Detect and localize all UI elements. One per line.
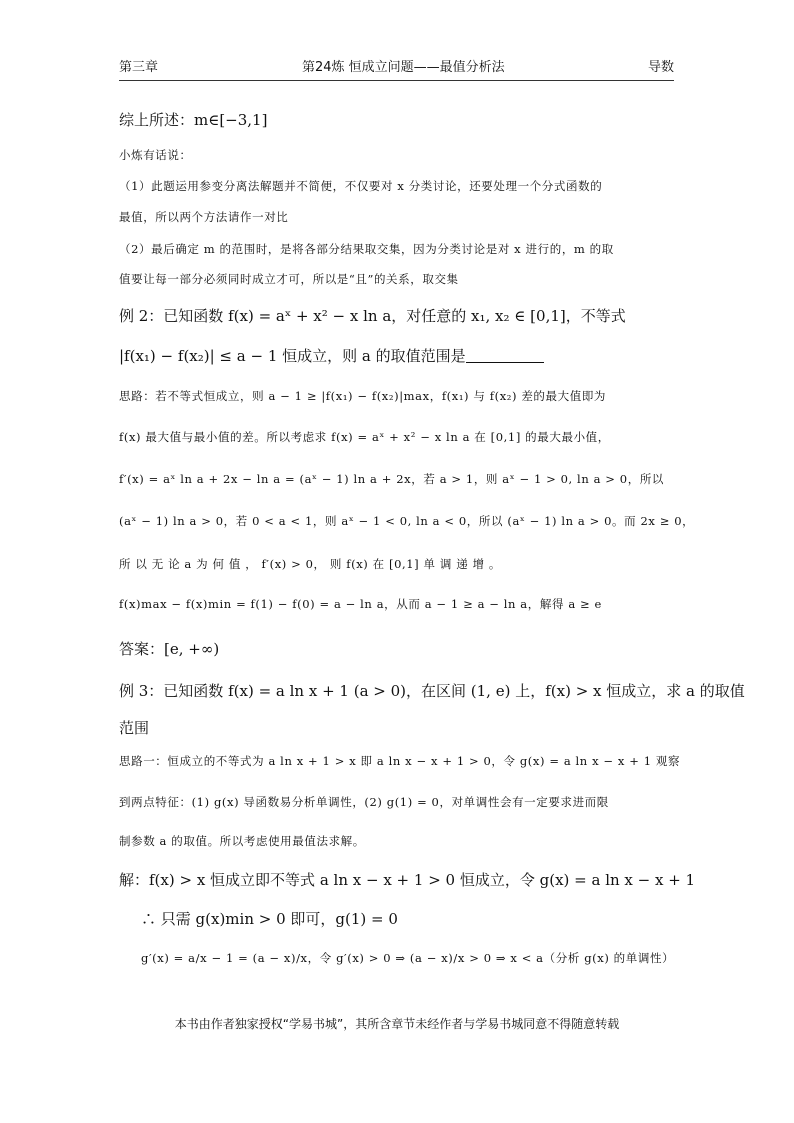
line-text: 最值，所以两个方法请作一对比 [119,210,289,224]
text-line [119,429,610,445]
chapter-label: 第三章 [119,60,159,75]
text-line [119,345,544,366]
text-line [119,680,745,701]
text-line [119,109,267,130]
text-line [119,717,149,738]
subject-label: 导数 [647,60,674,75]
line-text: 例 2：已知函数 f(x) = aˣ + x² − x ln a，对任意的 x₁, x₂ ∈ [0,1]，不等式 [119,307,626,325]
line-text: 思路一：恒成立的不等式为 a ln x + 1 > x 即 a ln x − x + 1 > 0，令 g(x) = a ln x − x + 1 观察 [119,754,681,768]
text-line [141,950,674,966]
text-line [119,833,365,849]
text-line [119,471,664,487]
header-divider [119,80,674,81]
line-text: 综上所述：m∈[−3,1] [119,111,268,129]
line-text: 值要让每一部分必须同时成立才可，所以是“且”的关系，取交集 [119,272,459,286]
text-line [119,305,626,326]
line-text: 解：f(x) > x 恒成立即不等式 a ln x − x + 1 > 0 恒成立，令 g(x) = a ln x − x + 1 [119,871,696,889]
line-text: ∴ 只需 g(x)min > 0 即可，g(1) = 0 [141,910,398,928]
line-text: 小炼有话说： [119,148,192,162]
text-line [119,753,680,769]
line-text: f′(x) = aˣ ln a + 2x − ln a = (aˣ − 1) ln a + 2x，若 a > 1，则 aˣ − 1 > 0, ln a > 0，所以 [119,472,665,486]
line-text: （1）此题运用参变分离法解题并不简便，不仅要对 x 分类讨论，还要处理一个分式函数的 [119,179,603,193]
answer-blank [466,348,544,363]
line-text: (aˣ − 1) ln a > 0，若 0 < a < 1，则 aˣ − 1 < 0, ln a < 0，所以 (aˣ − 1) ln a > 0。而 2x ≥ 0， [119,514,695,528]
line-text: 答案：[e, +∞) [119,640,220,658]
copyright-footer: 本书由作者独家授权“学易书城”，其所含章节未经作者与学易书城同意不得随意转载 [174,1017,620,1031]
lesson-title: 第24炼 恒成立问题——最值分析法 [302,60,505,75]
line-text: 所 以 无 论 a 为 何 值 ， f′(x) > 0， 则 f(x) 在 [0,1] 单 调 递 增 。 [119,557,502,571]
line-text: g′(x) = a/x − 1 = (a − x)/x，令 g′(x) > 0 ⇒ (a − x)/x > 0 ⇒ x < a（分析 g(x) 的单调性） [141,951,675,965]
line-text: 到两点特征：(1) g(x) 导函数易分析单调性，(2) g(1) = 0，对单调性会有一定要求进而限 [119,795,609,809]
line-text: 制参数 a 的取值。所以考虑使用最值法求解。 [119,834,365,848]
text-line [119,513,694,529]
line-text: |f(x₁) − f(x₂)| ≤ a − 1 恒成立，则 a 的取值范围是 [119,347,466,365]
text-line [119,271,459,287]
text-line [119,147,192,163]
page-header [119,56,674,78]
text-line [119,241,614,257]
line-text: 例 3：已知函数 f(x) = a ln x + 1 (a > 0)，在区间 (1, e) 上，f(x) > x 恒成立，求 a 的取值 [119,682,745,700]
text-line [119,638,219,659]
text-line [119,794,609,810]
text-line [119,869,695,890]
line-text: f(x) 最大值与最小值的差。所以考虑求 f(x) = aˣ + x² − x ln a 在 [0,1] 的最大最小值， [119,430,610,444]
line-text: f(x)max − f(x)min = f(1) − f(0) = a − ln a，从而 a − 1 ≥ a − ln a，解得 a ≥ e [119,597,602,611]
line-text: 范围 [119,719,150,737]
text-line [119,556,501,572]
text-line [119,596,602,612]
text-line [141,908,398,929]
line-text: 思路：若不等式恒成立，则 a − 1 ≥ |f(x₁) − f(x₂)|max，f(x₁) 与 f(x₂) 差的最大值即为 [119,389,607,403]
line-text: （2）最后确定 m 的范围时，是将各部分结果取交集，因为分类讨论是对 x 进行的，m 的取 [119,242,614,256]
text-line [119,388,606,404]
text-line [119,209,288,225]
text-line [119,178,602,194]
